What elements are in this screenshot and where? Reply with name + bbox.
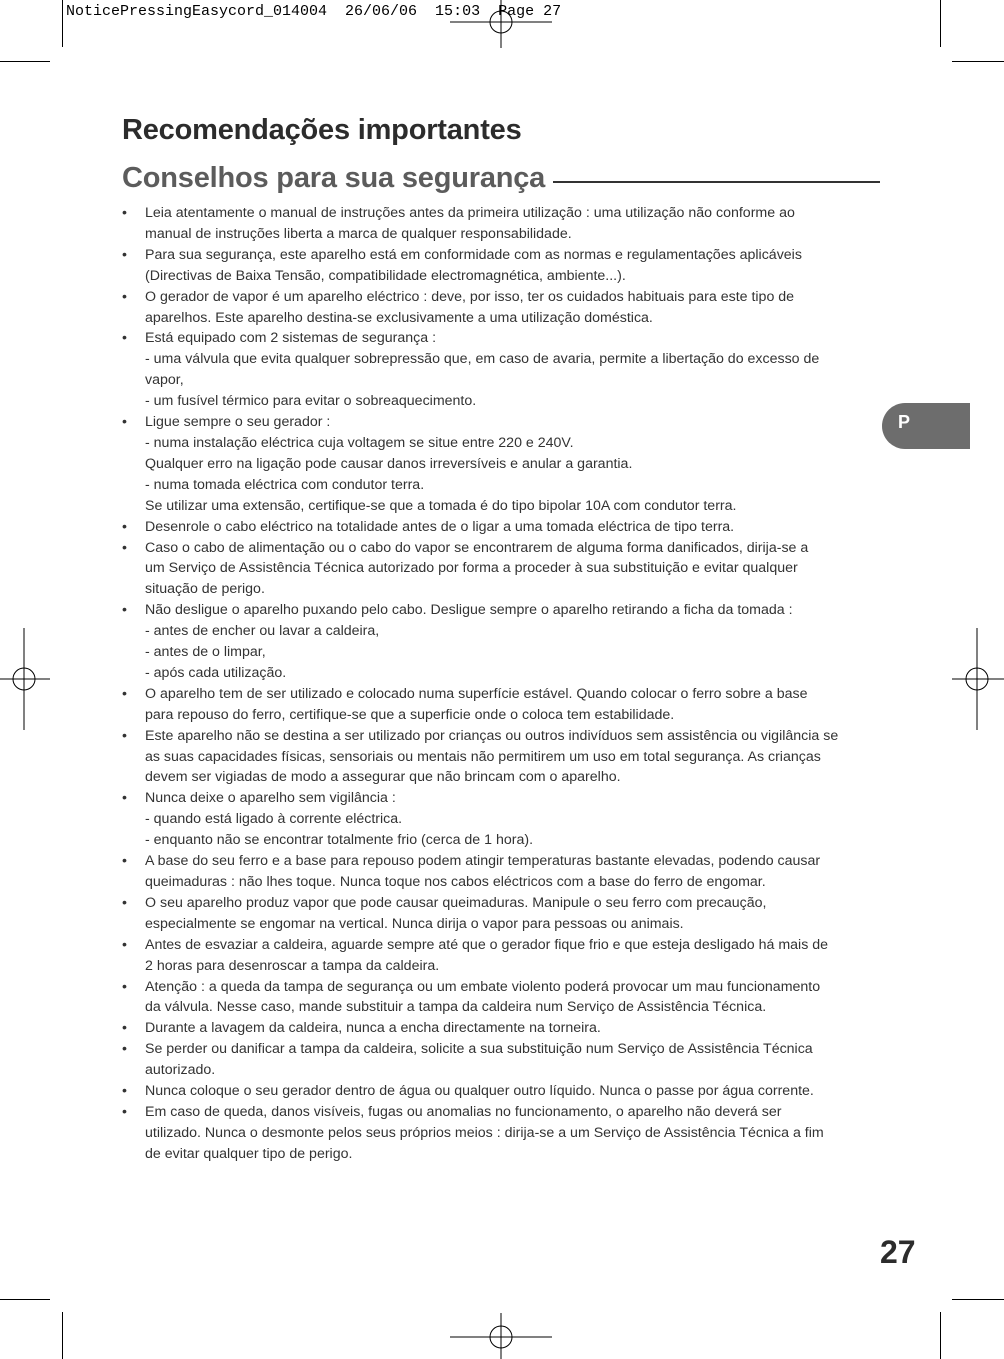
- list-item-line: • Caso o cabo de alimentação ou o cabo do vapor se encontrarem de alguma forma danificados, dirija-se a: [145, 539, 809, 556]
- list-item-line: - após cada utilização.: [145, 664, 287, 681]
- list-item: [122, 203, 880, 245]
- list-item-line: da válvula. Nesse caso, mande substituir a tampa da caldeira num Serviço de Assistência Técnica.: [145, 999, 767, 1016]
- list-item-line: • Durante a lavagem da caldeira, nunca a encha directamente na torneira.: [145, 1020, 601, 1037]
- list-item: [122, 328, 880, 412]
- list-item-line: (Directivas de Baixa Tensão, compatibilidade electromagnética, ambiente...).: [145, 267, 626, 284]
- list-item-line: 2 horas para desenroscar a tampa da caldeira.: [145, 957, 440, 974]
- list-item-line: Se utilizar uma extensão, certifique-se que a tomada é do tipo bipolar 10A com condutor terra.: [145, 497, 737, 514]
- list-item-line: - antes de encher ou lavar a caldeira,: [145, 623, 380, 640]
- crop-mark-top-right-v: [940, 0, 941, 47]
- crop-mark-top-left-h: [0, 61, 50, 62]
- list-item: [122, 287, 880, 329]
- list-item-line: • A base do seu ferro e a base para repouso podem atingir temperaturas bastante elevadas, podendo causar: [145, 853, 821, 870]
- list-item-line: - numa tomada eléctrica com condutor terra.: [145, 476, 425, 493]
- list-item: [122, 600, 880, 684]
- list-item-line: • Não desligue o aparelho puxando pelo cabo. Desligue sempre o aparelho retirando a ficha da tomada :: [145, 602, 793, 619]
- crop-mark-top-right-h: [952, 61, 1004, 62]
- list-item-line: • Se perder ou danificar a tampa da caldeira, solicite a sua substituição num Serviço de Assistência Técnica: [145, 1041, 813, 1058]
- list-item-line: • Atenção : a queda da tampa de segurança ou um embate violento poderá provocar um mau funcionamento: [145, 978, 821, 995]
- list-item-line: especialmente se engomar na vertical. Nunca dirija o vapor para pessoas ou animais.: [145, 915, 684, 932]
- list-item: [122, 538, 880, 601]
- safety-list: [122, 203, 880, 1165]
- list-item: [122, 788, 880, 851]
- registration-mark-bottom: [450, 1313, 552, 1359]
- list-item-line: - quando está ligado à corrente eléctrica.: [145, 811, 403, 828]
- list-item: [122, 412, 880, 517]
- list-item-line: autorizado.: [145, 1062, 216, 1079]
- list-item-line: um Serviço de Assistência Técnica autorizado por forma a proceder à sua substituição e evitar qualquer: [145, 560, 798, 577]
- language-tab-label: P: [898, 412, 911, 432]
- list-item-line: devem ser vigiadas de modo a assegurar que não brincam com o aparelho.: [145, 769, 621, 786]
- list-item-line: de evitar qualquer tipo de perigo.: [145, 1145, 353, 1162]
- list-item-line: - numa instalação eléctrica cuja voltagem se situe entre 220 e 240V.: [145, 434, 574, 451]
- list-item: [122, 726, 880, 789]
- list-item-line: aparelhos. Este aparelho destina-se exclusivamente a uma utilização doméstica.: [145, 309, 653, 326]
- list-item-line: situação de perigo.: [145, 581, 265, 598]
- list-item-line: queimaduras : não lhes toque. Nunca toque nos cabos eléctricos com a base do ferro de engomar.: [145, 874, 766, 890]
- list-item-line: • Nunca coloque o seu gerador dentro de água ou qualquer outro líquido. Nunca o passe por água corrente.: [145, 1083, 814, 1100]
- list-item-line: • Antes de esvaziar a caldeira, aguarde sempre até que o gerador fique frio e que esteja desligado há mais de: [145, 936, 829, 953]
- crop-mark-top-left-v: [62, 0, 63, 47]
- list-item: [122, 684, 880, 726]
- list-item: [122, 517, 880, 538]
- list-item-line: - antes de o limpar,: [145, 644, 266, 661]
- registration-mark-right: [952, 628, 1004, 730]
- list-item-line: • Nunca deixe o aparelho sem vigilância :: [145, 790, 396, 807]
- crop-mark-bottom-left-v: [62, 1312, 63, 1359]
- list-item-line: • Este aparelho não se destina a ser utilizado por crianças ou outros indivíduos sem assistência ou vigilância se: [145, 727, 839, 744]
- list-item-line: • O gerador de vapor é um aparelho eléctrico : deve, por isso, ter os cuidados habituais para este tipo de: [145, 288, 795, 305]
- list-item-line: utilizado. Nunca o desmonte pelos seus próprios meios : dirija-se a um Serviço de Assistência Técnica a fim: [145, 1124, 824, 1141]
- page-title: Recomendações importantes: [122, 114, 522, 146]
- page-number: 27: [880, 1234, 916, 1270]
- list-item: [122, 935, 880, 977]
- section-title: Conselhos para sua segurança: [122, 162, 546, 194]
- list-item-line: Qualquer erro na ligação pode causar danos irreversíveis e anular a garantia.: [145, 455, 633, 472]
- crop-mark-bottom-left-h: [0, 1299, 50, 1300]
- list-item: [122, 245, 880, 287]
- list-item: [122, 1018, 880, 1039]
- crop-mark-bottom-right-h: [952, 1299, 1004, 1300]
- list-item-line: - uma válvula que evita qualquer sobrepressão que, em caso de avaria, permite a libertação do excesso de: [145, 351, 820, 368]
- list-item-line: • Está equipado com 2 sistemas de segurança :: [145, 330, 437, 347]
- list-item: [122, 851, 880, 893]
- list-item-line: - enquanto não se encontrar totalmente frio (cerca de 1 hora).: [145, 832, 534, 849]
- list-item-line: • Ligue sempre o seu gerador :: [145, 414, 331, 431]
- list-item: [122, 1039, 880, 1081]
- list-item-line: para repouso do ferro, certifique-se que a superficie onde o coloca tem estabilidade.: [145, 706, 675, 723]
- section-heading: [122, 162, 880, 195]
- crop-mark-bottom-right-v: [940, 1312, 941, 1359]
- registration-mark-left: [0, 628, 50, 730]
- list-item-line: • O seu aparelho produz vapor que pode causar queimaduras. Manipule o seu ferro com precaução,: [145, 894, 767, 911]
- list-item-line: manual de instruções liberta a marca de qualquer responsabilidade.: [145, 225, 572, 242]
- list-item-line: • Em caso de queda, danos visíveis, fugas ou anomalias no funcionamento, o aparelho não deverá ser: [145, 1103, 782, 1120]
- heading-rule: [553, 181, 880, 183]
- list-item-line: as suas capacidades físicas, sensoriais ou mentais não permitirem um uso em total segurança. As crianças: [145, 748, 821, 765]
- list-item-line: vapor,: [145, 372, 184, 389]
- list-item-line: • Desenrole o cabo eléctrico na totalidade antes de o ligar a uma tomada eléctrica de tipo terra.: [145, 518, 735, 535]
- print-slug-line: NoticePressingEasycord_014004 26/06/06 15:03 Page 27: [66, 3, 562, 20]
- list-item-line: • Para sua segurança, este aparelho está em conformidade com as normas e regulamentações aplicáveis: [145, 246, 802, 263]
- registration-mark-top: [450, 0, 552, 48]
- list-item: [122, 1081, 880, 1102]
- list-item: [122, 977, 880, 1019]
- language-tab: [882, 403, 970, 449]
- list-item-line: • Leia atentamente o manual de instruções antes da primeira utilização : uma utilização não conforme ao: [145, 205, 795, 221]
- list-item-line: - um fusível térmico para evitar o sobreaquecimento.: [145, 393, 477, 410]
- list-item: [122, 1102, 880, 1165]
- list-item-line: • O aparelho tem de ser utilizado e colocado numa superfície estável. Quando colocar o ferro sobre a base: [145, 685, 808, 702]
- list-item: [122, 893, 880, 935]
